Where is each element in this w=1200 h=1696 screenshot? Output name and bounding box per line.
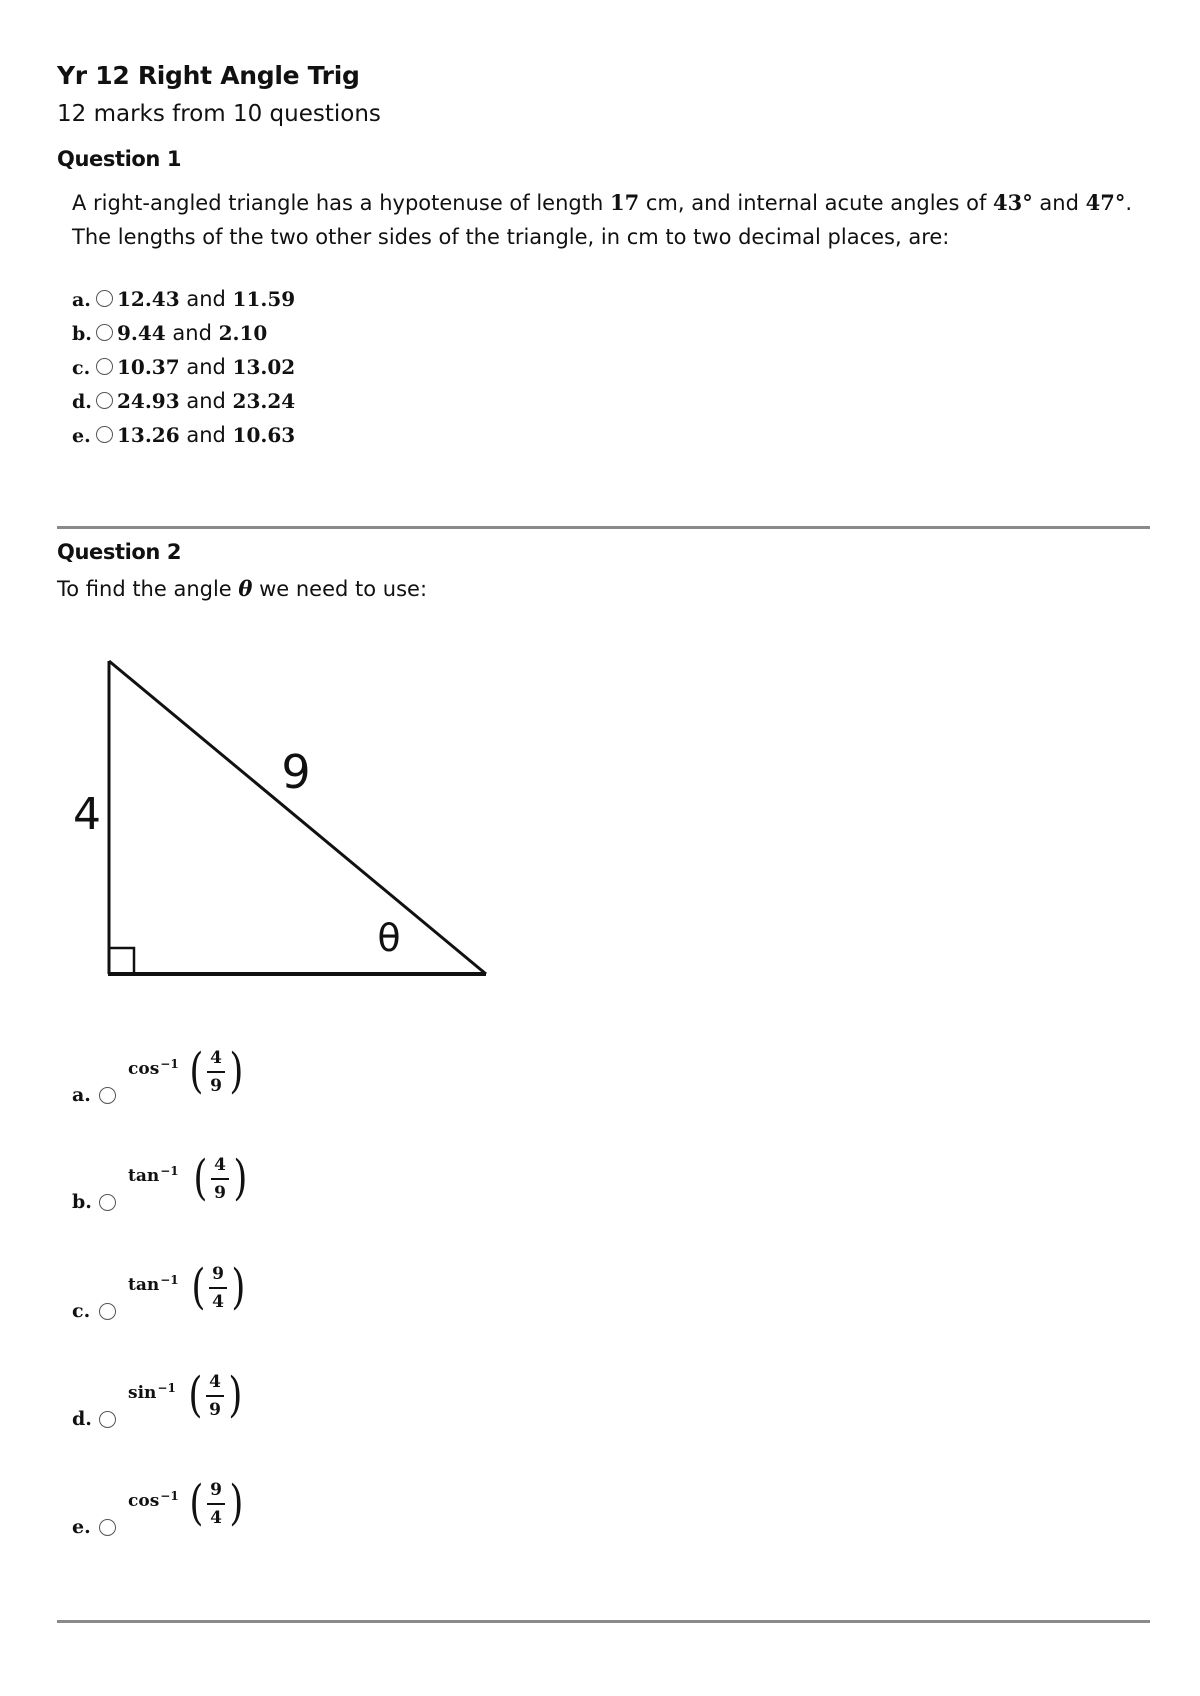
question-2-text: To find the angle θ we need to use: bbox=[57, 576, 428, 601]
triangle-hypotenuse bbox=[109, 661, 486, 974]
q1-option-c[interactable]: c. 10.37 and 13.02 bbox=[72, 355, 296, 379]
q1-option-a[interactable]: a. 12.43 and 11.59 bbox=[72, 287, 296, 311]
hypotenuse-value: 17 bbox=[609, 190, 640, 215]
theta-symbol: θ bbox=[238, 576, 253, 601]
radio-button[interactable] bbox=[96, 392, 113, 409]
side-label-hypotenuse: 9 bbox=[281, 745, 311, 799]
radio-button[interactable] bbox=[96, 426, 113, 443]
radio-button[interactable] bbox=[96, 290, 113, 307]
question-2-heading: Question 2 bbox=[57, 540, 182, 564]
radio-button[interactable] bbox=[99, 1087, 116, 1104]
radio-button[interactable] bbox=[99, 1303, 116, 1320]
side-label-vertical: 4 bbox=[73, 789, 101, 840]
radio-button[interactable] bbox=[96, 324, 113, 341]
fraction: 4 9 bbox=[211, 1154, 229, 1204]
document-title: Yr 12 Right Angle Trig bbox=[57, 61, 360, 90]
fraction: 9 4 bbox=[209, 1263, 227, 1313]
right-angle-marker bbox=[109, 948, 134, 974]
question-1-heading: Question 1 bbox=[57, 147, 182, 171]
angle-1-value: 43° bbox=[993, 190, 1033, 215]
question-1-line-1: A right-angled triangle has a hypotenuse of length 17 cm, and internal acute angles of 43° and 47°. bbox=[72, 190, 1133, 215]
angle-2-value: 47° bbox=[1085, 190, 1126, 215]
question-1-text bbox=[72, 186, 1132, 254]
question-1-line-2: The lengths of the two other sides of the triangle, in cm to two decimal places, are: bbox=[72, 225, 950, 249]
radio-button[interactable] bbox=[99, 1194, 116, 1211]
q1-option-b[interactable]: b. 9.44 and 2.10 bbox=[72, 321, 268, 345]
section-divider-bottom bbox=[57, 1620, 1150, 1623]
radio-button[interactable] bbox=[99, 1411, 116, 1428]
radio-button[interactable] bbox=[99, 1519, 116, 1536]
fraction: 4 9 bbox=[207, 1047, 225, 1097]
fraction: 4 9 bbox=[206, 1371, 224, 1421]
q1-option-e[interactable]: e. 13.26 and 10.63 bbox=[72, 423, 296, 447]
triangle-diagram bbox=[60, 640, 500, 990]
q1-option-d[interactable]: d. 24.93 and 23.24 bbox=[72, 389, 296, 413]
section-divider bbox=[57, 526, 1150, 529]
radio-button[interactable] bbox=[96, 358, 113, 375]
document-subtitle: 12 marks from 10 questions bbox=[57, 101, 381, 127]
fraction: 9 4 bbox=[207, 1479, 225, 1529]
angle-label-theta: θ bbox=[377, 916, 401, 960]
